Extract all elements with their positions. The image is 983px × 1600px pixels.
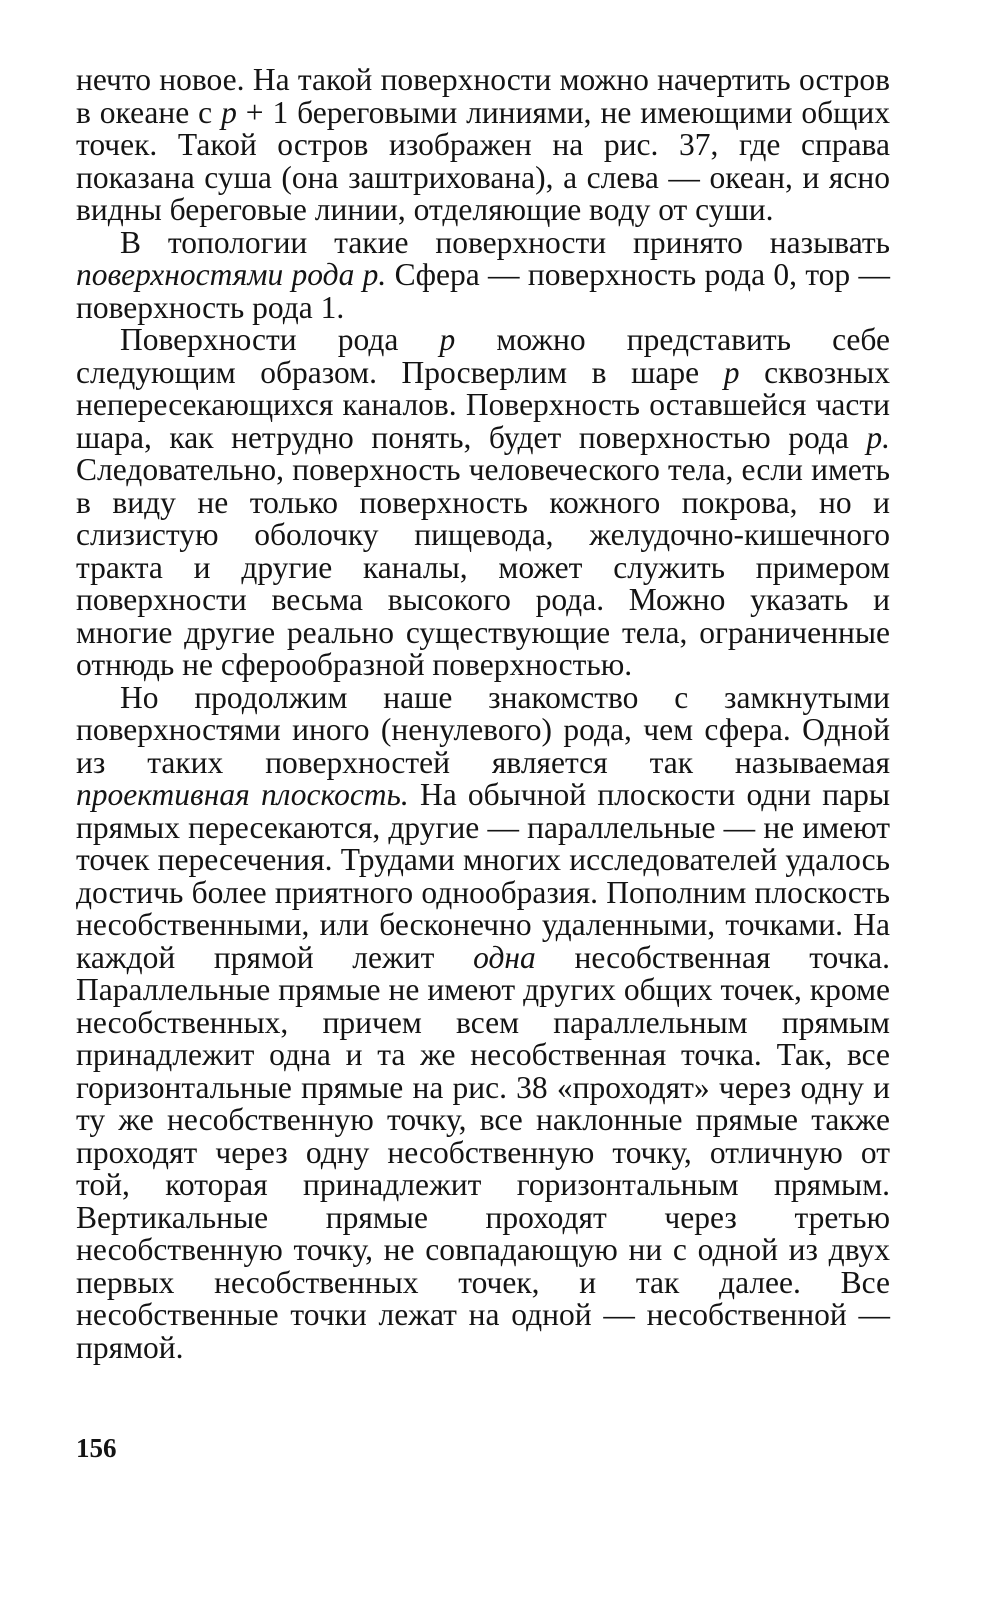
emphasis-text: одна (473, 939, 536, 975)
paragraph-text: можно представить себе следующим образом. Просверлим в шаре (76, 322, 891, 390)
emphasis-text: проективная плоскость. (76, 777, 409, 812)
paragraph-text: Поверхности рода (120, 322, 440, 357)
paragraph-text: Сфера — поверхность рода 0, тор — поверхность рода 1. (76, 257, 890, 325)
paragraph-text: Но продолжим наше знакомство с замкнутыми поверхностями иного (ненулевого) рода, чем сфера. Одной из таких поверхностей является так называемая (76, 679, 890, 780)
paragraph-text: нечто новое. На такой поверхности можно начертить остров в океане с (76, 62, 890, 130)
emphasis-text: p (723, 354, 740, 390)
emphasis-text: поверхностями рода p. (76, 257, 387, 292)
paragraph-text: На обычной плоскости одни пары прямых пересекаются, другие — параллельные — не имеют точек пересечения. Трудами многих исследователей удалось достичь более приятного однообразия. Пополним плоскость несобственными, или бесконечно удаленными, точками. На каждой прямой лежит (76, 777, 890, 975)
paragraph-2 (76, 224, 890, 325)
page-body (76, 64, 890, 1364)
paragraph-text: + 1 береговыми линиями, не имеющими общих точек. Такой остров изображен на рис. 37, где справа показана суша (она заштрихована), а слева — океан, и ясно видны береговые линии, отделяющие воду от суши. (76, 94, 891, 227)
emphasis-text: p (221, 94, 237, 130)
paragraph-3 (76, 324, 890, 682)
paragraph-1 (76, 64, 890, 227)
page-number: 156 (76, 1433, 117, 1463)
emphasis-text: p. (866, 419, 890, 455)
paragraph-text: сквозных непересекающихся каналов. Поверхность оставшейся части шара, как нетрудно понять, будет поверхностью рода (76, 354, 890, 455)
paragraph-text: Следовательно, поверхность человеческого тела, если иметь в виду не только поверхность кожного покрова, но и слизистую оболочку пищевода, желудочно-кишечного тракта и другие каналы, может служить примером поверхности весьма высокого рода. Можно указать и многие другие реально существующие тела, ограниченные отнюдь не сферообразной поверхностью. (76, 452, 890, 682)
paragraph-text: В топологии такие поверхности принято называть (120, 224, 890, 260)
emphasis-text: p (439, 322, 456, 357)
paragraph-text: несобственная точка. Параллельные прямые не имеют других общих точек, кроме несобственных, причем всем параллельным прямым принадлежит одна и та же несобственная точка. Так, все горизонтальные прямые на рис. 38 «проходят» через одну и ту же несобственную точку, все наклонные прямые также проходят через одну несобственную точку, отличную от той, которая принадлежит горизонтальным прямым. Вертикальные прямые проходят через третью несобственную точку, не совпадающую ни с одной из двух первых несобственных точек, и так далее. Все несобственные точки лежат на одной — несобственной — прямой. (76, 939, 891, 1365)
paragraph-4 (76, 679, 891, 1365)
